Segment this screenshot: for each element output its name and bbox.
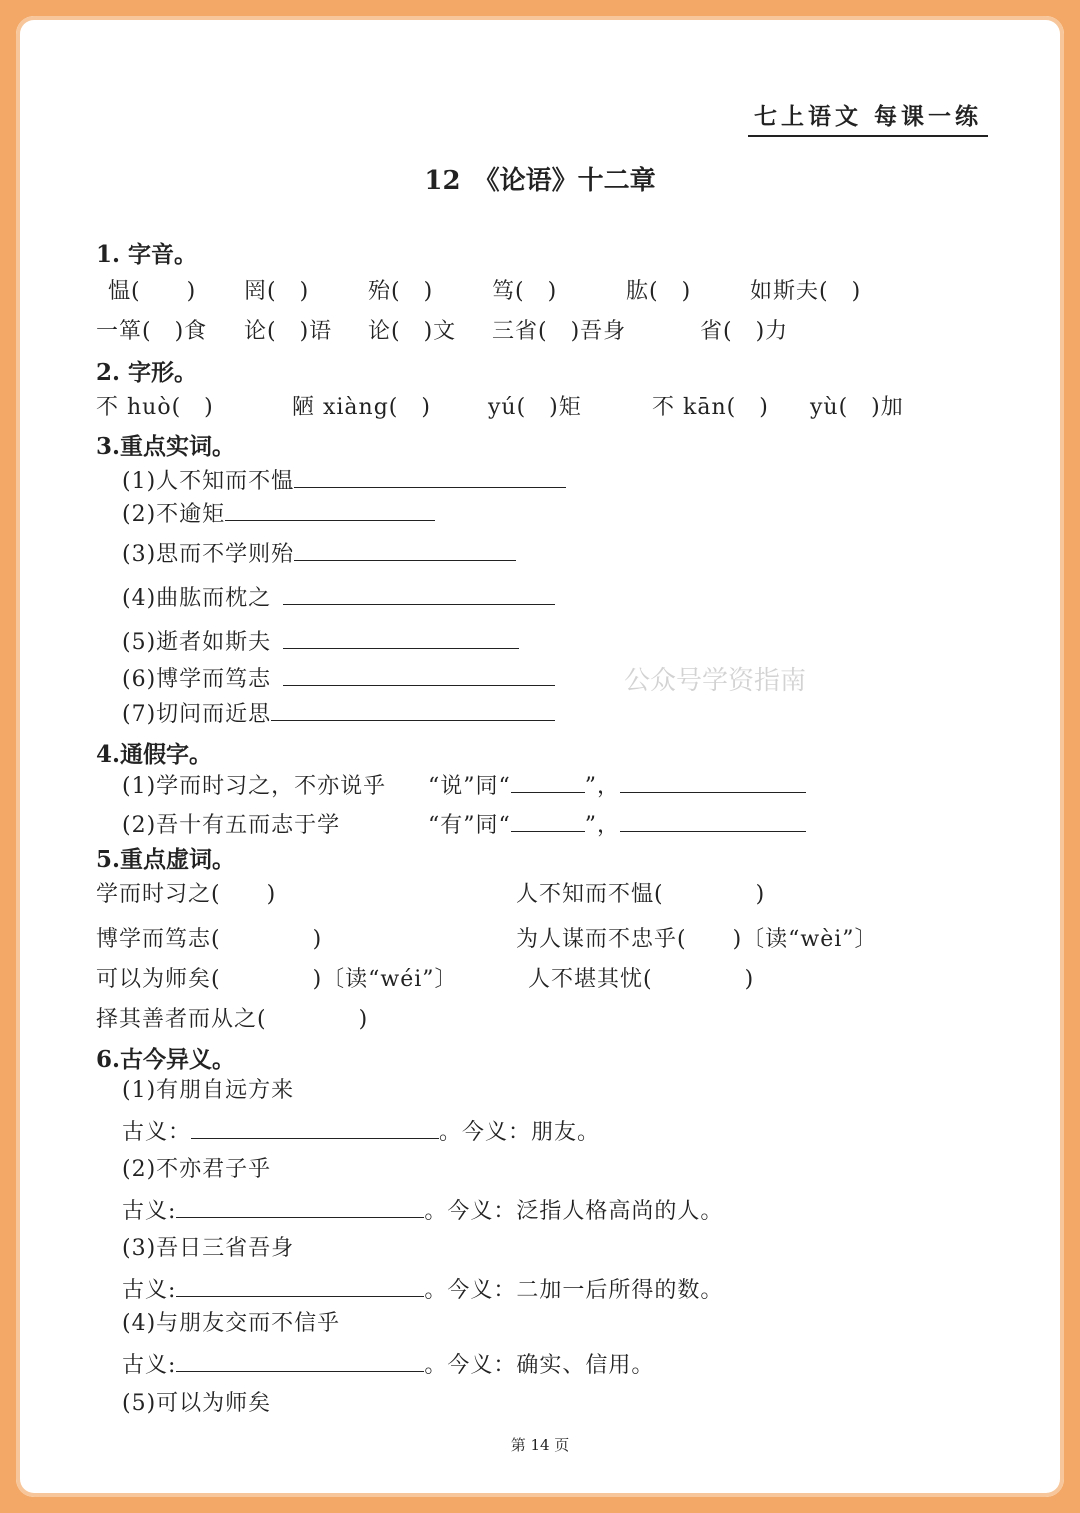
page-number: 第 14 页 [510, 1436, 570, 1454]
meaning-line: 古义: 。今义：泛指人格高尚的人。 [122, 1199, 724, 1224]
glyph-item: 陋 xiàng( ) [292, 395, 431, 420]
pinyin-item: 罔( ) [244, 279, 310, 304]
question-item: (1)人不知而不愠 [122, 464, 566, 495]
glyph-item: 不 kān( ) [652, 395, 769, 420]
meaning-line: 古义: 。今义：二加一后所得的数。 [122, 1278, 724, 1303]
lesson-title: 12 《论语》十二章 [424, 166, 656, 196]
pinyin-item: 愠( ) [108, 279, 197, 304]
section-1-heading: 1. 字音。 [96, 241, 198, 268]
answer-blank[interactable] [191, 1137, 439, 1139]
answer-blank[interactable] [511, 830, 585, 832]
section-5-heading: 5.重点虚词。 [96, 846, 236, 873]
answer-blank[interactable] [620, 791, 806, 793]
pinyin-item: 省( )力 [700, 319, 789, 344]
answer-blank[interactable] [294, 486, 566, 488]
glyph-item: 不 huò( ) [96, 395, 214, 420]
question-item: (3)思而不学则殆 [122, 537, 516, 568]
question-item: (4)与朋友交而不信乎 [122, 1311, 341, 1336]
particle-item: 人不知而不愠( ) [516, 882, 766, 907]
pinyin-item: 如斯夫( ) [750, 279, 862, 304]
particle-item: 博学而笃志( ) [96, 927, 323, 952]
question-item: (2)吾十有五而志于学 [122, 813, 341, 838]
section-3-heading: 3.重点实词。 [96, 433, 236, 460]
meaning-line: 古义： 。今义：朋友。 [122, 1120, 601, 1145]
section-6-heading: 6.古今异义。 [96, 1046, 236, 1073]
pinyin-item: 一箪( )食 [96, 319, 208, 344]
answer-blank[interactable] [176, 1216, 424, 1218]
question-item: (3)吾日三省吾身 [122, 1236, 295, 1261]
question-item: (6)博学而笃志 [122, 662, 555, 693]
pinyin-item: 殆( ) [368, 279, 434, 304]
question-item: (5)逝者如斯夫 [122, 625, 519, 656]
pinyin-item: 论( )文 [368, 319, 457, 344]
glyph-item: yú( )矩 [488, 395, 582, 420]
answer-blank[interactable] [294, 559, 516, 561]
answer-blank[interactable] [511, 791, 585, 793]
question-item: (2)不逾矩 [122, 497, 435, 528]
particle-item: 学而时习之( ) [96, 882, 277, 907]
question-item: (2)不亦君子乎 [122, 1157, 272, 1182]
answer-blank[interactable] [271, 719, 555, 721]
particle-item: 择其善者而从之( ) [96, 1007, 369, 1032]
section-4-heading: 4.通假字。 [96, 741, 213, 768]
answer-blank[interactable] [620, 830, 806, 832]
answer-blank[interactable] [283, 603, 555, 605]
answer-blank[interactable] [283, 647, 519, 649]
question-item: (5)可以为师矣 [122, 1391, 272, 1416]
tongjia-answer: “说”同“ ”， [428, 769, 806, 800]
series-title: 七上语文 每课一练 [748, 98, 988, 137]
watermark: 公众号学资指南 [624, 666, 807, 696]
particle-item: 为人谋而不忠乎( )〔读“wèi”〕 [516, 927, 878, 952]
pinyin-item: 笃( ) [492, 279, 558, 304]
question-item: (4)曲肱而枕之 [122, 581, 555, 612]
answer-blank[interactable] [176, 1295, 424, 1297]
answer-blank[interactable] [225, 519, 435, 521]
question-item: (1)学而时习之，不亦说乎 [122, 774, 387, 799]
answer-blank[interactable] [176, 1370, 424, 1372]
particle-item: 人不堪其忧( ) [528, 967, 755, 992]
tongjia-answer: “有”同“ ”， [428, 808, 806, 839]
answer-blank[interactable] [283, 684, 555, 686]
section-2-heading: 2. 字形。 [96, 359, 198, 386]
meaning-line: 古义: 。今义：确实、信用。 [122, 1353, 655, 1378]
pinyin-item: 三省( )吾身 [492, 319, 627, 344]
pinyin-item: 论( )语 [244, 319, 333, 344]
pinyin-item: 肱( ) [626, 279, 692, 304]
glyph-item: yù( )加 [810, 395, 904, 420]
question-item: (1)有朋自远方来 [122, 1078, 295, 1103]
particle-item: 可以为师矣( )〔读“wéi”〕 [96, 967, 458, 992]
question-item: (7)切问而近思 [122, 697, 555, 728]
